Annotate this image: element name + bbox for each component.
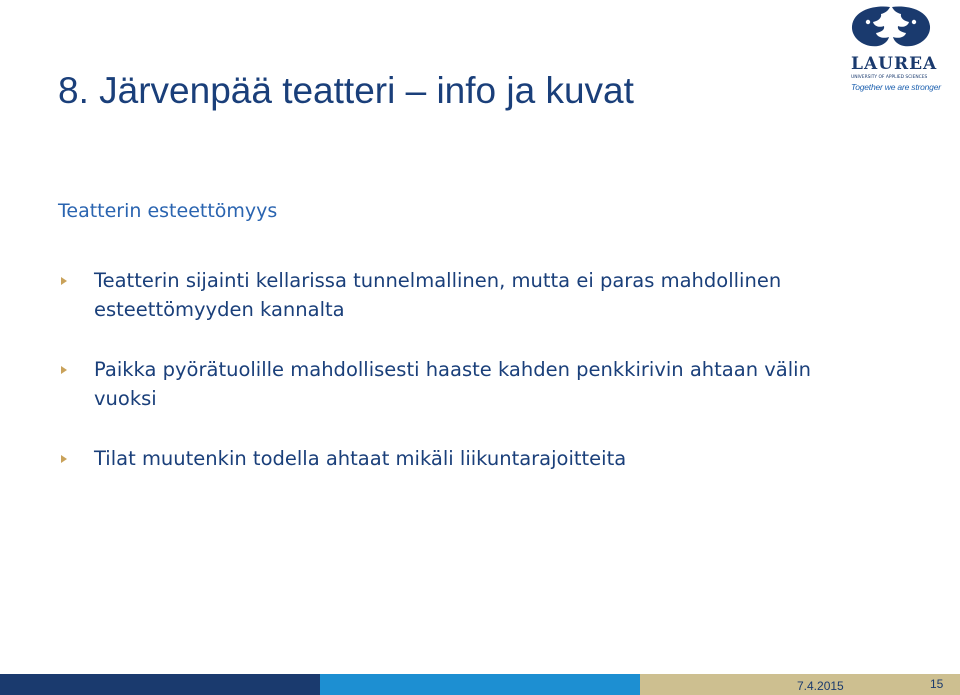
laurea-faces-icon xyxy=(846,4,936,52)
slide-title: 8. Järvenpää teatteri – info ja kuvat xyxy=(58,70,634,111)
bullet-item xyxy=(58,266,818,324)
bullet-text: Tilat muutenkin todella ahtaat mikäli liikuntarajoitteita xyxy=(94,447,627,470)
bullet-item xyxy=(58,444,818,473)
laurea-logo xyxy=(846,4,941,94)
logo-tagline: Together we are stronger xyxy=(851,82,941,92)
bullet-text: Teatterin sijainti kellarissa tunnelmallinen, mutta ei paras mahdollinen esteettömyyden kannalta xyxy=(94,269,782,321)
triangle-bullet-icon xyxy=(61,366,67,374)
triangle-bullet-icon xyxy=(61,455,67,463)
bullet-item xyxy=(58,355,818,413)
logo-name: LAUREA xyxy=(851,54,938,74)
page-number: 15 xyxy=(930,677,944,691)
bullet-list xyxy=(58,266,818,473)
triangle-bullet-icon xyxy=(61,277,67,285)
footer-date: 7.4.2015 xyxy=(797,679,844,693)
footer-segment-sand xyxy=(640,674,960,695)
section-subtitle: Teatterin esteettömyys xyxy=(58,200,278,222)
logo-subtitle: UNIVERSITY OF APPLIED SCIENCES xyxy=(851,75,928,80)
footer-segment-blue xyxy=(320,674,640,695)
footer-bar xyxy=(0,674,960,695)
footer-segment-dark xyxy=(0,674,320,695)
bullet-text: Paikka pyörätuolille mahdollisesti haaste kahden penkkirivin ahtaan välin vuoksi xyxy=(94,358,811,410)
